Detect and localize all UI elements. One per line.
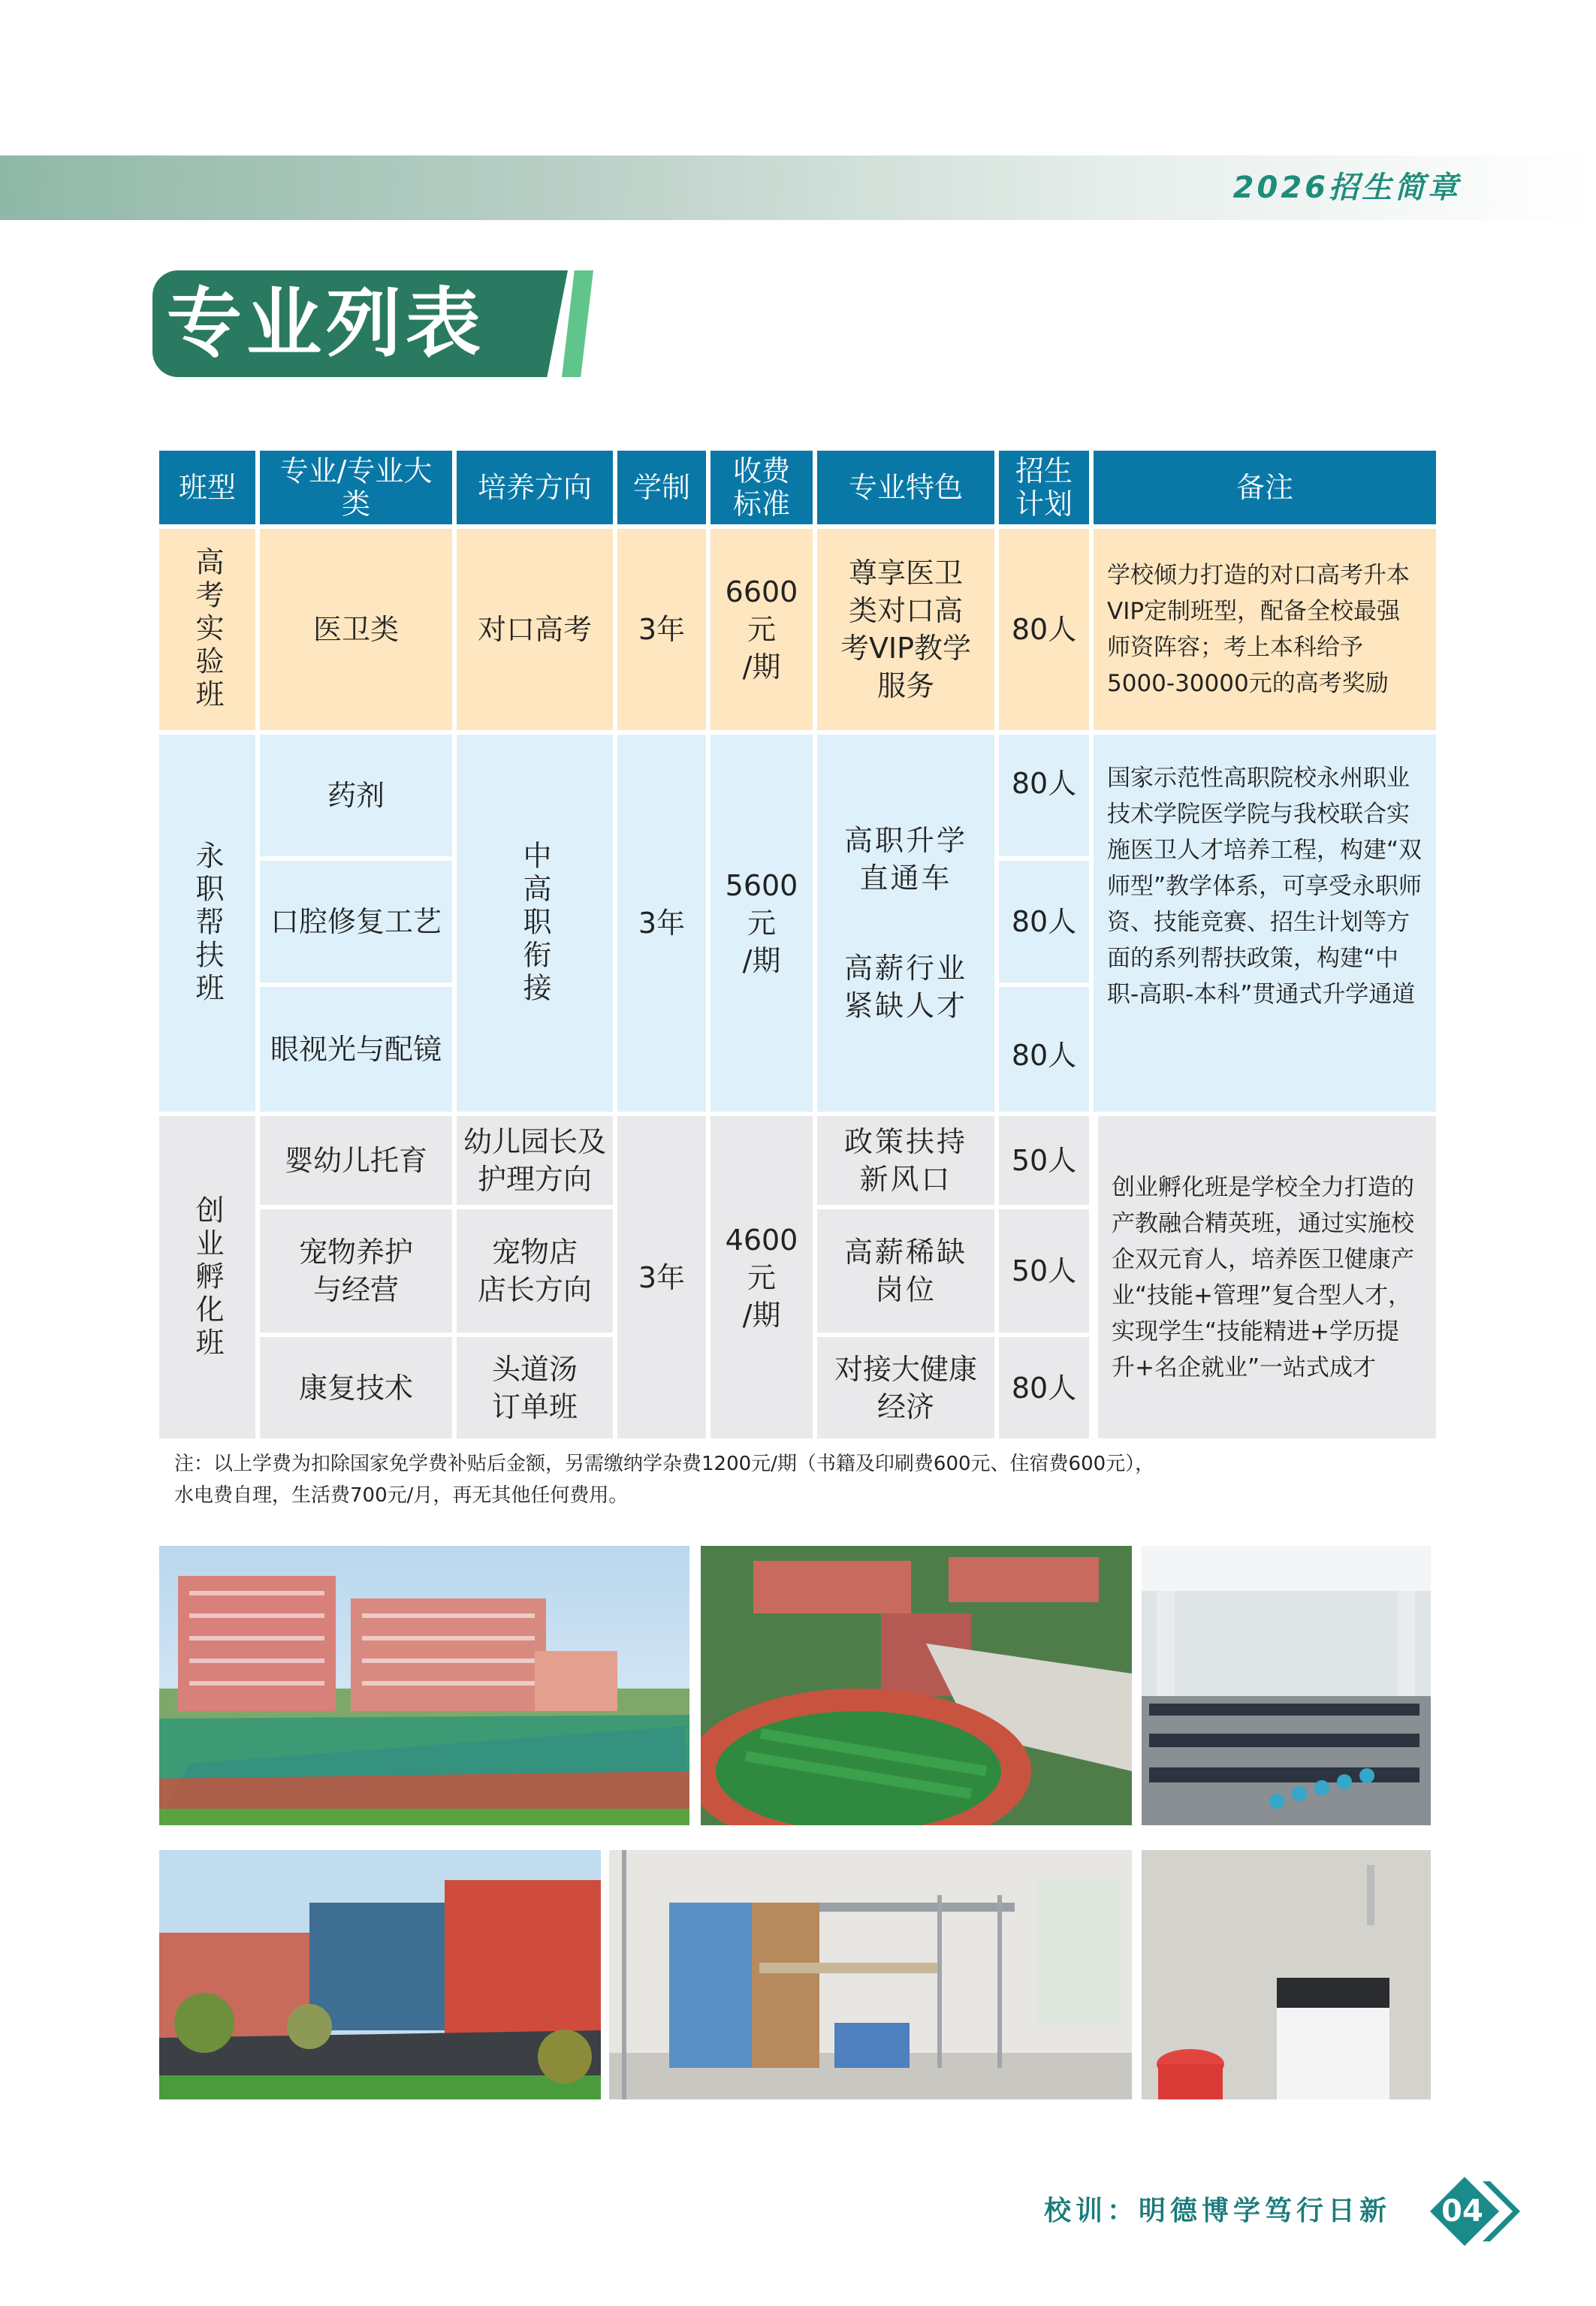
campus-photo-dormitory [609, 1850, 1132, 2099]
feature-cell: 对接大健康 经济 [817, 1337, 994, 1438]
header-fee: 收费 标准 [711, 451, 813, 524]
section-title-stripe [562, 270, 593, 377]
direction-cell: 中高职衔接 [457, 735, 613, 1112]
campus-photo-art-building [159, 1850, 601, 2099]
direction-cell: 对口高考 [457, 529, 613, 730]
enroll-cell: 80人 [999, 861, 1089, 982]
duration-cell: 3年 [617, 529, 706, 730]
major-cell: 药剂 [260, 735, 452, 856]
enroll-cell: 80人 [999, 735, 1089, 856]
major-cell: 康复技术 [260, 1337, 452, 1438]
feature-text: 高薪行业 紧缺人才 [843, 952, 967, 1022]
feature-cell: 政策扶持 新风口 [817, 1116, 994, 1205]
fee-note [174, 1448, 1413, 1511]
enroll-cell: 50人 [999, 1209, 1089, 1333]
major-cell: 宠物养护 与经营 [260, 1209, 452, 1333]
header-direction: 培养方向 [457, 451, 613, 524]
remark-cell: 创业孵化班是学校全力打造的产教融合精英班，通过实施校企双元育人，培养医卫健康产业“技能+管理”复合型人才，实现学生“技能精进+学历提升+名企就业”一站式成才 [1098, 1116, 1436, 1438]
fee-note-line: 水电费自理，生活费700元/月，再无其他任何费用。 [174, 1484, 629, 1507]
direction-cell: 幼儿园长及 护理方向 [457, 1116, 613, 1205]
enroll-cell: 80人 [999, 529, 1089, 730]
header-remark: 备注 [1094, 451, 1436, 524]
fee-cell: 5600元 /期 [711, 735, 813, 1112]
header-class-type: 班型 [159, 451, 255, 524]
class-type-cell: 永职帮扶班 [159, 735, 255, 1112]
feature-cell: 高薪稀缺 岗位 [817, 1209, 994, 1333]
duration-cell: 3年 [617, 735, 706, 1112]
page-number: 04 [1441, 2194, 1483, 2229]
enroll-cell: 80人 [999, 987, 1089, 1112]
header-enroll: 招生 计划 [999, 451, 1089, 524]
major-cell: 口腔修复工艺 [260, 861, 452, 982]
remark-cell: 学校倾力打造的对口高考升本VIP定制班型，配备全校最强师资阵容；考上本科给予5000-30000元的高考奖励 [1094, 529, 1436, 730]
campus-photo-aerial-view [701, 1546, 1132, 1825]
fee-cell: 4600元 /期 [711, 1116, 813, 1438]
enroll-cell: 80人 [999, 1337, 1089, 1438]
fee-cell: 6600元 /期 [711, 529, 813, 730]
class-type-cell: 创业孵化班 [159, 1116, 255, 1438]
major-table [159, 451, 1436, 1438]
direction-cell: 头道汤 订单班 [457, 1337, 613, 1438]
feature-cell [817, 735, 994, 1112]
class-type-cell: 高考实验班 [159, 529, 255, 730]
campus-photo-basketball-court [159, 1546, 689, 1825]
school-motto: 校训：明德博学笃行日新 [1044, 2195, 1392, 2226]
fee-note-line: 注：以上学费为扣除国家免学费补贴后金额，另需缴纳学杂费1200元/期（书籍及印刷费600元、住宿费600元）， [174, 1453, 1155, 1475]
direction-cell: 宠物店 店长方向 [457, 1209, 613, 1333]
header-major: 专业/专业大类 [260, 451, 452, 524]
header-duration: 学制 [617, 451, 706, 524]
enroll-cell: 50人 [999, 1116, 1089, 1205]
section-title: 专业列表 [167, 279, 485, 367]
feature-cell: 尊享医卫 类对口高 考VIP教学 服务 [817, 529, 994, 730]
campus-photo-canteen [1142, 1546, 1431, 1825]
remark-cell: 国家示范性高职院校永州职业技术学院医学院与我校联合实施医卫人才培养工程，构建“双师型”教学体系，可享受永职师资、技能竞赛、招生计划等方面的系列帮扶政策，构建“中职-高职-本科”贯通式升学通道 [1094, 735, 1436, 1112]
campus-photo-washroom [1142, 1850, 1431, 2099]
feature-text: 高职升学 直通车 [843, 824, 967, 895]
major-cell: 医卫类 [260, 529, 452, 730]
major-cell: 婴幼儿托育 [260, 1116, 452, 1205]
header-feature: 专业特色 [817, 451, 994, 524]
brochure-title: 2026招生简章 [1232, 171, 1461, 205]
major-cell: 眼视光与配镜 [260, 987, 452, 1112]
duration-cell: 3年 [617, 1116, 706, 1438]
